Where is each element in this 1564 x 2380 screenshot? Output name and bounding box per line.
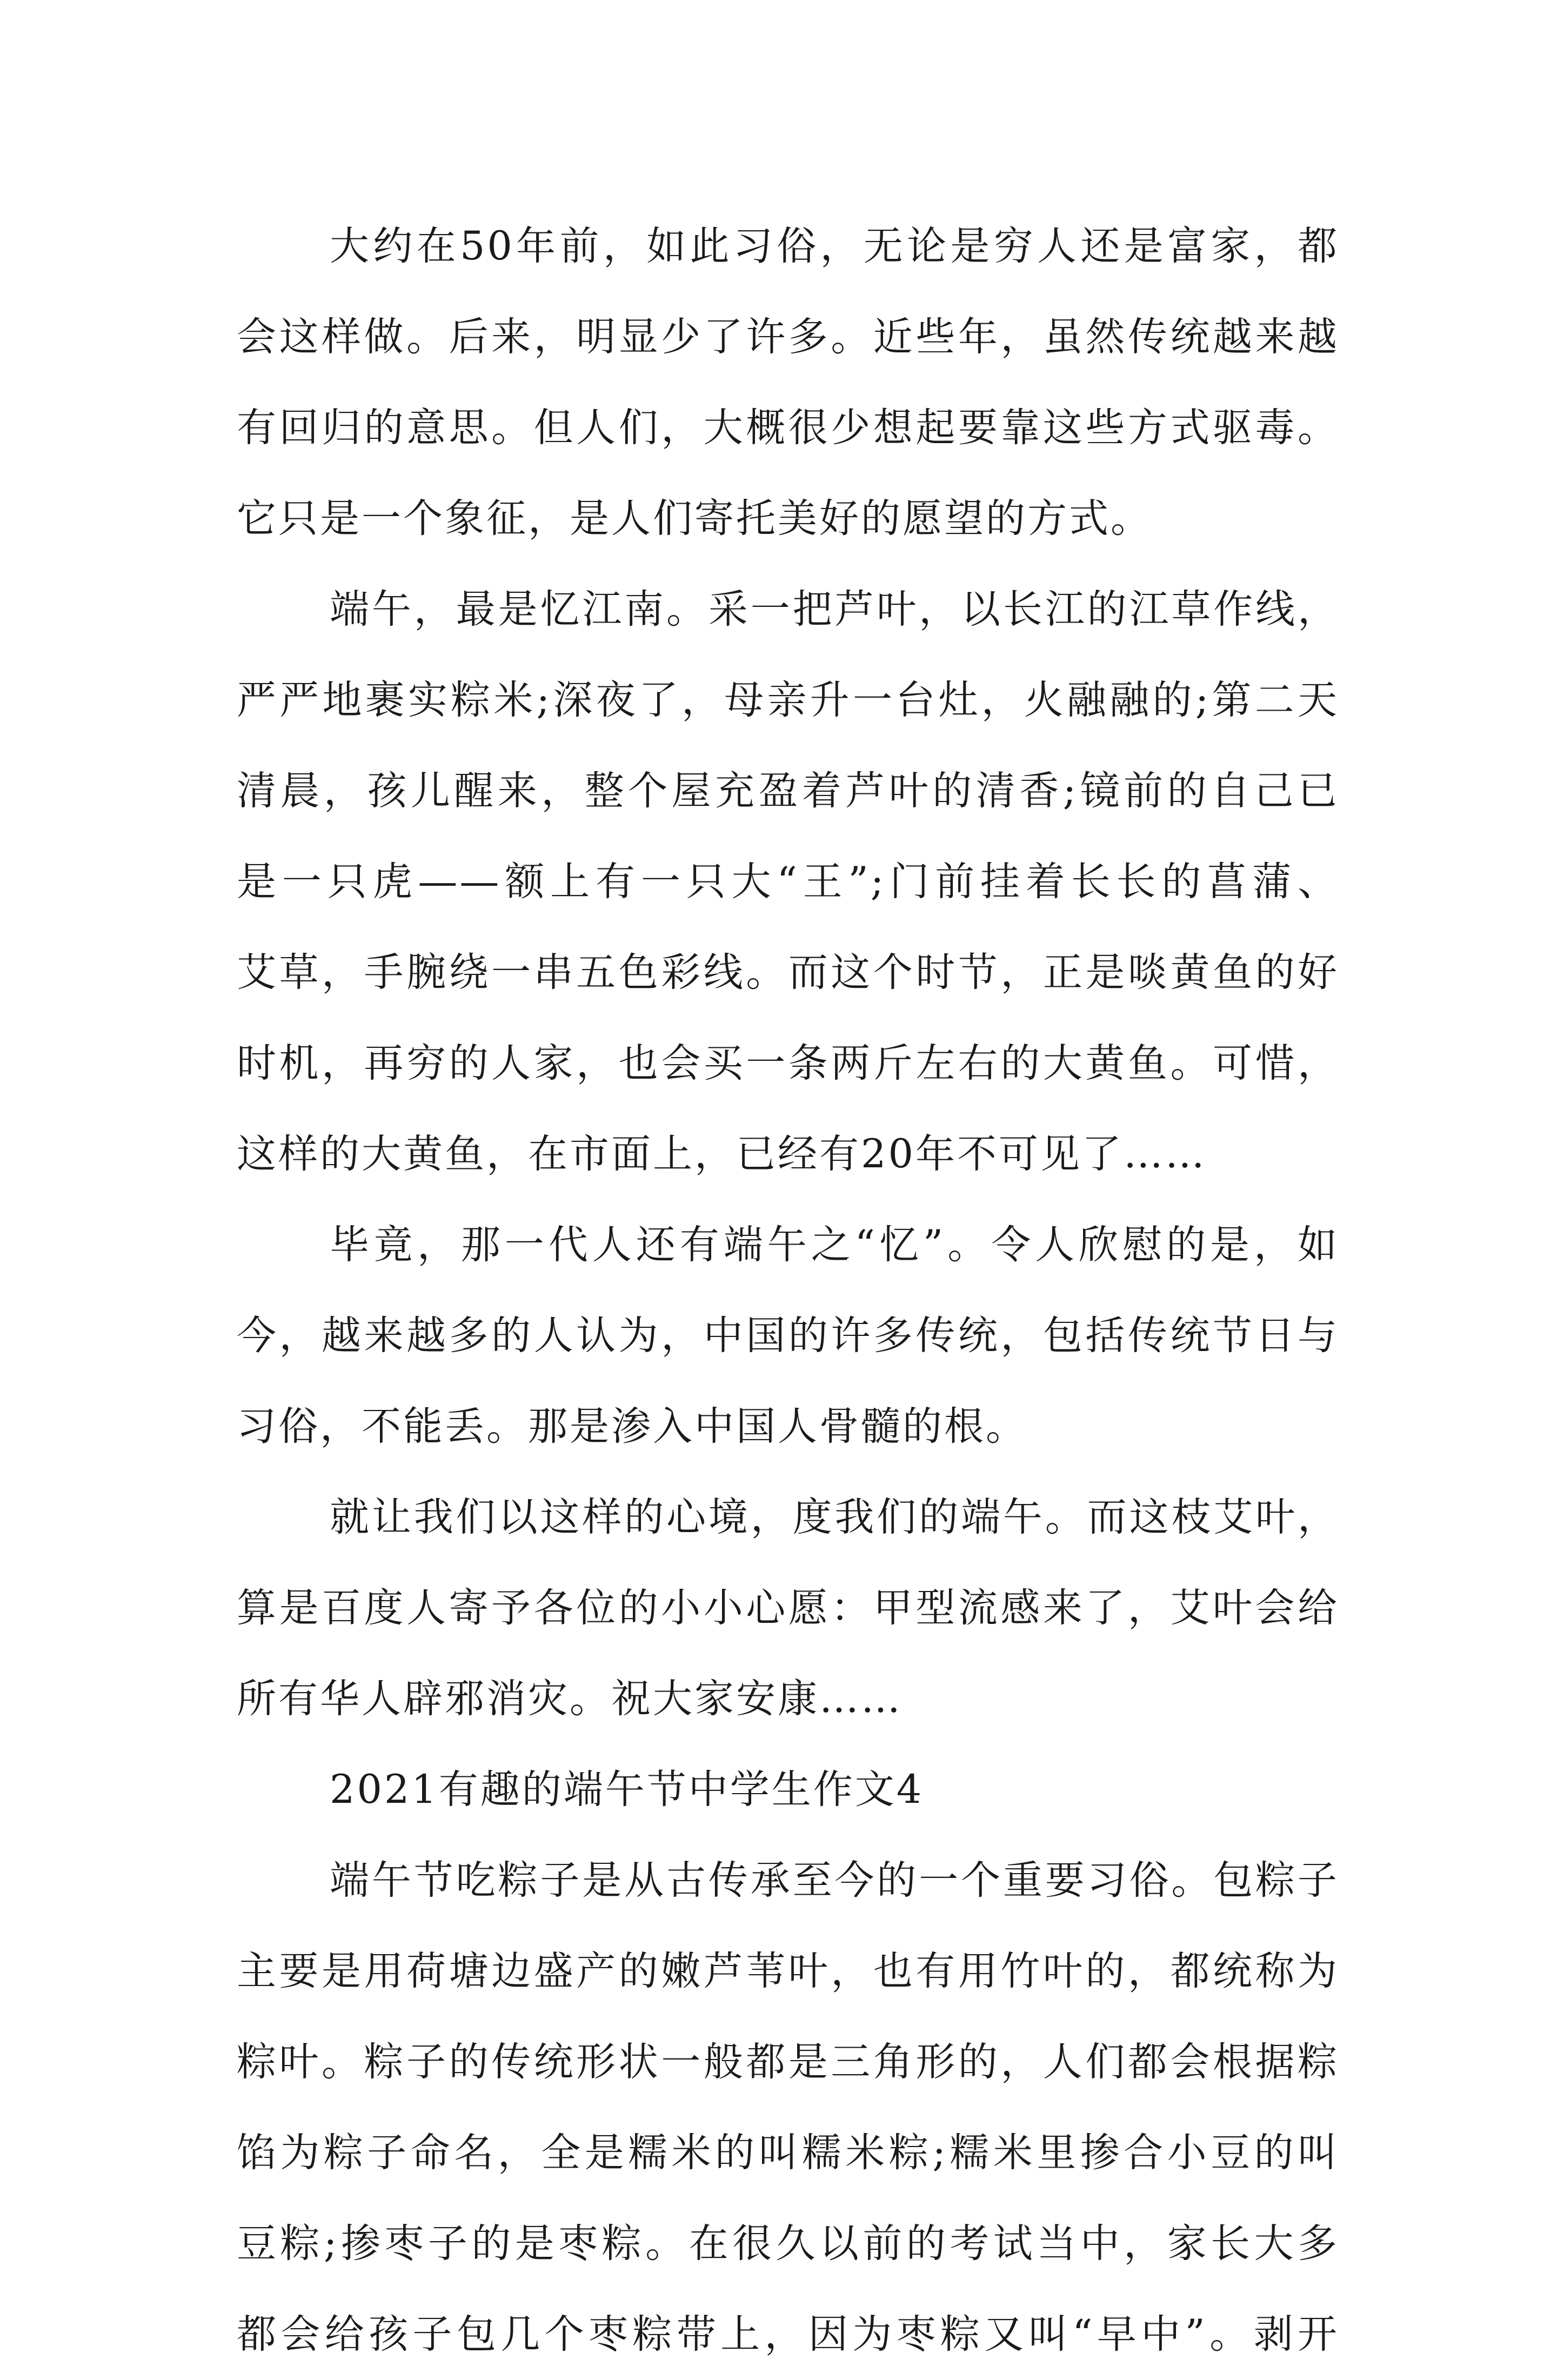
text-line: 清晨，孩儿醒来，整个屋充盈着芦叶的清香;镜前的自己已 bbox=[237, 768, 1339, 814]
text-line: 主要是用荷塘边盛产的嫩芦苇叶，也有用竹叶的，都统称为 bbox=[237, 1948, 1339, 1994]
text-line: 今，越来越多的人认为，中国的许多传统，包括传统节日与 bbox=[237, 1313, 1339, 1359]
text-line: 端午，最是忆江南。采一把芦叶，以长江的江草作线， bbox=[330, 586, 1339, 632]
text-line: 习俗，不能丢。那是渗入中国人骨髓的根。 bbox=[237, 1403, 1027, 1449]
text-line: 豆粽;掺枣子的是枣粽。在很久以前的考试当中，家长大多 bbox=[237, 2221, 1339, 2267]
text-line: 会这样做。后来，明显少了许多。近些年，虽然传统越来越 bbox=[237, 314, 1339, 360]
text-line: 大约在50年前，如此习俗，无论是穷人还是富家，都 bbox=[330, 223, 1339, 269]
text-line: 都会给孩子包几个枣粽带上，因为枣粽又叫“早中”。剥开 bbox=[237, 2311, 1339, 2357]
text-line: 这样的大黄鱼，在市面上，已经有20年不可见了…… bbox=[237, 1131, 1207, 1177]
text-line: 所有华人辟邪消灾。祝大家安康…… bbox=[237, 1676, 903, 1722]
text-line: 严严地裹实粽米;深夜了，母亲升一台灶，火融融的;第二天 bbox=[237, 677, 1339, 723]
text-line: 它只是一个象征，是人们寄托美好的愿望的方式。 bbox=[237, 496, 1152, 541]
text-line: 时机，再穷的人家，也会买一条两斤左右的大黄鱼。可惜， bbox=[237, 1040, 1339, 1086]
text-line: 馅为粽子命名，全是糯米的叫糯米粽;糯米里掺合小豆的叫 bbox=[237, 2130, 1339, 2176]
text-line: 艾草，手腕绕一串五色彩线。而这个时节，正是啖黄鱼的好 bbox=[237, 950, 1339, 995]
text-line: 2021有趣的端午节中学生作文4 bbox=[330, 1767, 924, 1813]
text-line: 算是百度人寄予各位的小小心愿：甲型流感来了，艾叶会给 bbox=[237, 1585, 1339, 1631]
text-line: 毕竟，那一代人还有端午之“忆”。令人欣慰的是，如 bbox=[330, 1222, 1339, 1268]
text-line: 端午节吃粽子是从古传承至今的一个重要习俗。包粽子 bbox=[330, 1857, 1339, 1903]
text-line: 是一只虎——额上有一只大“王”;门前挂着长长的菖蒲、 bbox=[237, 859, 1339, 905]
text-line: 粽叶。粽子的传统形状一般都是三角形的，人们都会根据粽 bbox=[237, 2039, 1339, 2085]
body-text bbox=[237, 201, 1339, 2380]
text-line: 有回归的意思。但人们，大概很少想起要靠这些方式驱毒。 bbox=[237, 405, 1339, 451]
text-line: 就让我们以这样的心境，度我们的端午。而这枝艾叶， bbox=[330, 1494, 1339, 1540]
